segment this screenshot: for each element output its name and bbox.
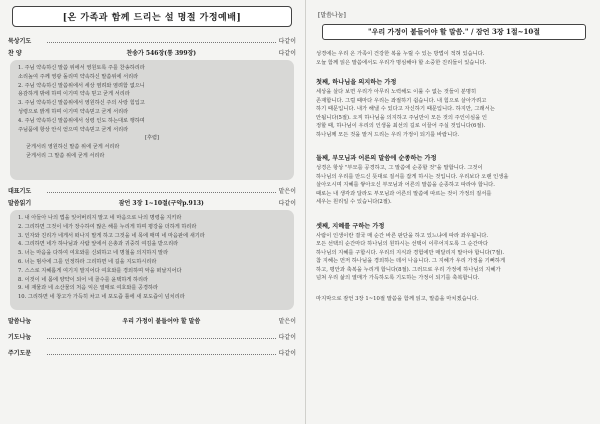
row-end: 맡은이	[278, 188, 296, 195]
row-silent-prayer	[4, 33, 300, 45]
lyric-line: 성령으로 밝게 하며 이기며 약속믿고 굳게 서리라	[18, 108, 129, 115]
body-line: 하나님께 모든 것을 맡겨 드리는 우리 가정이 되기를 바랍니다.	[316, 131, 460, 138]
body-line: 존재합니다. 그럴 때마다 우리는 좌절하기 쉽습니다. 내 힘으로 살아가려고	[316, 97, 487, 104]
scripture-box	[10, 210, 294, 310]
body-line: 사람이 인생이란 결국 매 순간 바른 판단을 하고 있느냐에 따라 좌우됩니다.	[316, 232, 489, 239]
body-line: 정할 때, 하나님이 우리의 인생을 최선의 길로 이끌어 주실 것입니다(6절).	[316, 123, 486, 129]
lyric-line: 1. 주님 약속하신 말씀 위에서 영원토록 주를 찬송하리라	[18, 65, 145, 71]
dotted-leader	[47, 191, 276, 193]
page-fold-divider	[305, 0, 306, 424]
verse-line: 3. 인자와 진리가 네게서 떠나지 말게 하고 그것을 네 목에 매며 네 마음판에 새기라	[18, 232, 205, 239]
row-hymn	[4, 45, 300, 57]
intro-line: 성경에는 우리 온 가족이 건강한 복을 누릴 수 있는 방법이 적혀 있습니다.	[316, 51, 485, 57]
dotted-leader	[47, 353, 276, 355]
row-end: 다같이	[278, 334, 296, 341]
lyric-line: 용감하게 밖에 하며 이기며 약속 믿고 굳게 서리라	[18, 91, 130, 98]
lyric-line: 소리높여 주께 영광 돌리며 약속하신 말씀위에 서리라	[18, 73, 139, 80]
hymn-lyrics-box	[10, 60, 294, 180]
body-line: 안됩니다(5절). 오직 하나님을 의지하고 주님만이 모든 것의 주인이심을 인	[316, 114, 488, 121]
dotted-leader	[47, 41, 276, 43]
worship-order-page	[4, 4, 300, 422]
body-line: 참 지혜는 먼저 하나님을 경외하는 데서 나옵니다. 그 지혜가 우리 가정을 기뻐하게	[316, 258, 506, 264]
section-body-2	[312, 164, 596, 207]
lyric-line: 4. 주님 약속하신 말씀위에서 성령 인도 하는대로 행하며	[18, 117, 145, 124]
worship-title: [온 가족과 함께 드리는 설 명절 가정예배]	[12, 6, 292, 27]
row-label: 말씀나눔	[8, 318, 32, 325]
body-line: 하기 때문입니다. 내가 해낼 수 있다고 자신하기 때문입니다. 하지만, 그래서는	[316, 106, 495, 112]
row-representative-prayer	[4, 183, 300, 195]
row-label: 말씀읽기	[8, 200, 32, 207]
body-line: 모든 선택의 순간마다 하나님의 원하시는 선택이 이루어지도록 그 순간마다	[316, 241, 489, 247]
refrain-label: [후렴]	[144, 135, 160, 142]
body-line: 성경은 항상 "부모를 공경하고, 그 말씀에 순종할 것"을 말합니다. 그것이	[316, 165, 483, 171]
row-label: 대표기도	[8, 188, 32, 195]
verse-line: 5. 너는 마음을 다하여 여호와를 신뢰하고 네 명철을 의지하지 말라	[18, 250, 169, 257]
row-end: 다같이	[278, 200, 296, 207]
refrain-line: 굳게서리 영원하신 말씀 위에 굳게 서리라	[26, 144, 120, 151]
row-prayer-together	[4, 329, 300, 341]
body-line: 하나님의 우리를 만드신 뜻대로 질서를 잡게 하시는 것입니다. 우리보다 오랜 인생을	[316, 173, 509, 180]
sermon-page	[312, 4, 596, 422]
body-line: 하나님의 지혜를 구합시다. 우리의 지식과 경험에만 매달리지 말아야 합니다(7절).	[316, 249, 505, 256]
verse-line: 4. 그리하면 네가 하나님과 사람 앞에서 은총과 귀중히 여김을 받으리라	[18, 241, 179, 248]
lyric-line: 주님품에 항상 안식 얻으며 약속믿고 굳게 서리라	[18, 126, 129, 133]
verse-line: 9. 네 재물과 네 소산물의 처음 익은 열매로 여호와를 공경하라	[18, 285, 159, 292]
section-heading-3: 셋째, 지혜를 구하는 가정	[316, 222, 385, 230]
intro-paragraph	[312, 50, 596, 67]
verse-line: 6. 너는 범사에 그를 인정하라 그리하면 네 길을 지도하시리라	[18, 258, 157, 265]
body-line: 때로는 내 생각과 달라도 부모님과 어른의 말씀에 따르는 것이 가정의 질서를	[316, 190, 492, 197]
row-label: 찬 양	[8, 50, 22, 57]
row-label: 기도나눔	[8, 334, 32, 341]
refrain-line: 굳게서리 그 말씀 위에 굳게 서리라	[26, 152, 105, 159]
sermon-heading: "우리 가정이 붙들어야 할 말씀." / 잠언 3장 1절~10절	[322, 24, 586, 40]
row-end: 다같이	[278, 38, 296, 45]
row-end: 맡은이	[278, 318, 296, 325]
body-line: 살아오시며 지혜를 쌓아오신 부모님과 어른의 말씀을 순종하고 따라야 합니다.	[316, 182, 495, 188]
scripture-reference: 잠언 3장 1~10절(구약p.913)	[118, 200, 204, 207]
section-body-3	[312, 232, 596, 283]
row-end: 다같이	[278, 50, 296, 57]
verse-line: 2. 그리하면 그것이 네가 장수하여 많은 해를 누리게 하며 평강을 더하게 하리라	[18, 223, 197, 230]
intro-line: 오늘 함께 읽은 말씀에서도 우리가 명심해야 할 소중한 진리들이 있습니다.	[316, 59, 487, 66]
closing-line: 마지막으로 잠언 3장 1~10절 말씀을 함께 읽고, 말씀을 마치겠습니다.	[316, 295, 479, 302]
hymn-number: 찬송가 546장(통 399장)	[126, 50, 197, 57]
lyric-line: 2. 주님 약속하신 말씀위에서 세상 염려와 염려함 없으니	[18, 82, 145, 89]
row-scripture	[4, 195, 300, 207]
section-body-1	[312, 88, 596, 139]
body-line: 세상을 살다 보면 우리가 아무리 노력해도 이룰 수 없는 것들이 분명히	[316, 89, 477, 95]
sermon-title: 우리 가정이 붙들어야 할 말씀	[122, 318, 201, 325]
section-heading-2: 둘째, 부모님과 어른의 말씀에 순종하는 가정	[316, 155, 437, 162]
body-line: 넘쳐 우리 삶의 열매가 가득하도록 기도하는 가정이 되기를 축복합니다.	[316, 275, 480, 281]
section-tag: [말씀나눔]	[318, 12, 346, 19]
row-label: 주기도문	[8, 350, 32, 357]
dotted-leader	[47, 337, 276, 339]
row-lords-prayer	[4, 345, 300, 357]
verse-line: 1. 내 아들아 나의 법을 잊어버리지 말고 네 마음으로 나의 명령을 지키라	[18, 215, 182, 221]
verse-line: 10. 그리하면 네 창고가 가득히 차고 네 포도즙 틀에 새 포도즙이 넘치리라	[18, 294, 185, 301]
verse-line: 7. 스스로 지혜롭게 여기지 말지어다 여호와를 경외하며 악을 떠날지어다	[18, 267, 182, 274]
body-line: 세우는 원리일 수 있습니다(2절).	[316, 199, 392, 205]
lyric-line: 3. 주님 약속하신 말씀위에서 영원하신 주의 사랑 힘입고	[18, 100, 145, 107]
section-heading-1: 첫째, 하나님을 의지하는 가정	[316, 79, 397, 86]
row-label: 묵상기도	[8, 38, 32, 45]
verse-line: 8. 이것이 네 몸에 양약이 되어 네 골수를 윤택하게 하리라	[18, 276, 149, 283]
body-line: 하고, 평안과 축복을 누리게 합니다(8절). 그러므로 우리 가정에 하나님의 지혜가	[316, 266, 501, 273]
closing-paragraph	[312, 295, 596, 304]
row-end: 다같이	[278, 350, 296, 357]
row-sermon	[4, 313, 300, 325]
